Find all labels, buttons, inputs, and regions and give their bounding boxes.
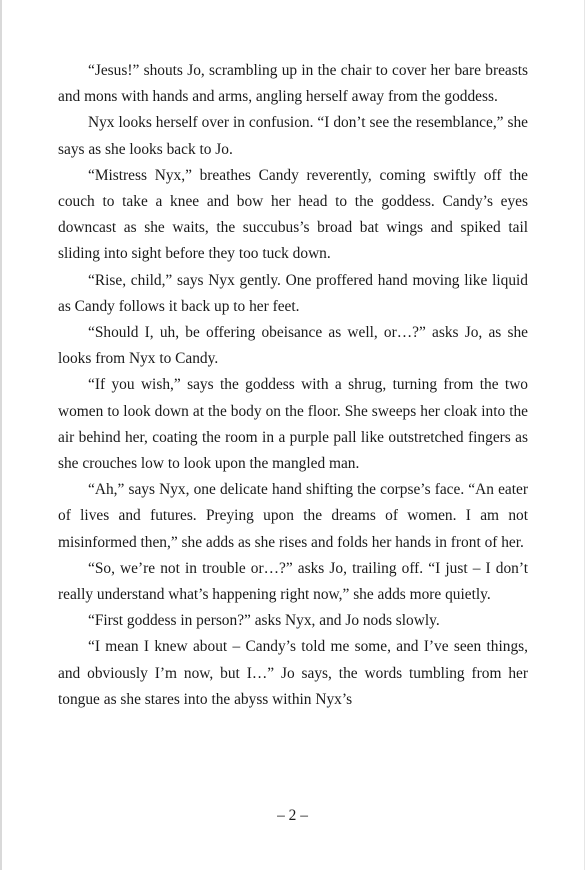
body-text <box>58 58 528 713</box>
paragraph: “Rise, child,” says Nyx gently. One proffered hand moving like liquid as Candy follows it back up to her feet. <box>58 271 528 315</box>
paragraph: “First goddess in person?” asks Nyx, and Jo nods slowly. <box>88 612 440 630</box>
paragraph: “Ah,” says Nyx, one delicate hand shifting the corpse’s face. “An eater of lives and futures. Preying upon the dreams of women. I am not misinformed then,” she adds as she rises and folds her hands in front of her. <box>58 481 528 551</box>
paragraph: “Jesus!” shouts Jo, scrambling up in the chair to cover her bare breasts and mons with hands and arms, angling herself away from the goddess. <box>58 62 528 106</box>
paragraph: “So, we’re not in trouble or…?” asks Jo, trailing off. “I just – I don’t really understand what’s happening right now,” she adds more quietly. <box>58 559 528 604</box>
page-left-edge <box>0 0 2 870</box>
paragraph: “If you wish,” says the goddess with a shrug, turning from the two women to look down at the body on the floor. She sweeps her cloak into the air behind her, coating the room in a purple pall like outstretched fingers as she crouches low to look upon the mangled man. <box>58 376 528 473</box>
page-number: – 2 – <box>277 807 308 824</box>
paragraph: “Should I, uh, be offering obeisance as well, or…?” asks Jo, as she looks from Nyx to Candy. <box>58 324 528 368</box>
paragraph: Nyx looks herself over in confusion. “I don’t see the resemblance,” she says as she looks back to Jo. <box>58 114 528 158</box>
paragraph: “I mean I knew about – Candy’s told me some, and I’ve seen things, and obviously I’m now, but I…” Jo says, the words tumbling from her tongue as she stares into the abyss within Nyx’s <box>58 638 528 708</box>
paragraph: “Mistress Nyx,” breathes Candy reverently, coming swiftly off the couch to take a knee and bow her head to the goddess. Candy’s eyes downcast as she waits, the succubus’s broad bat wings and spiked tail sliding into sight before they too tuck down. <box>58 166 528 263</box>
